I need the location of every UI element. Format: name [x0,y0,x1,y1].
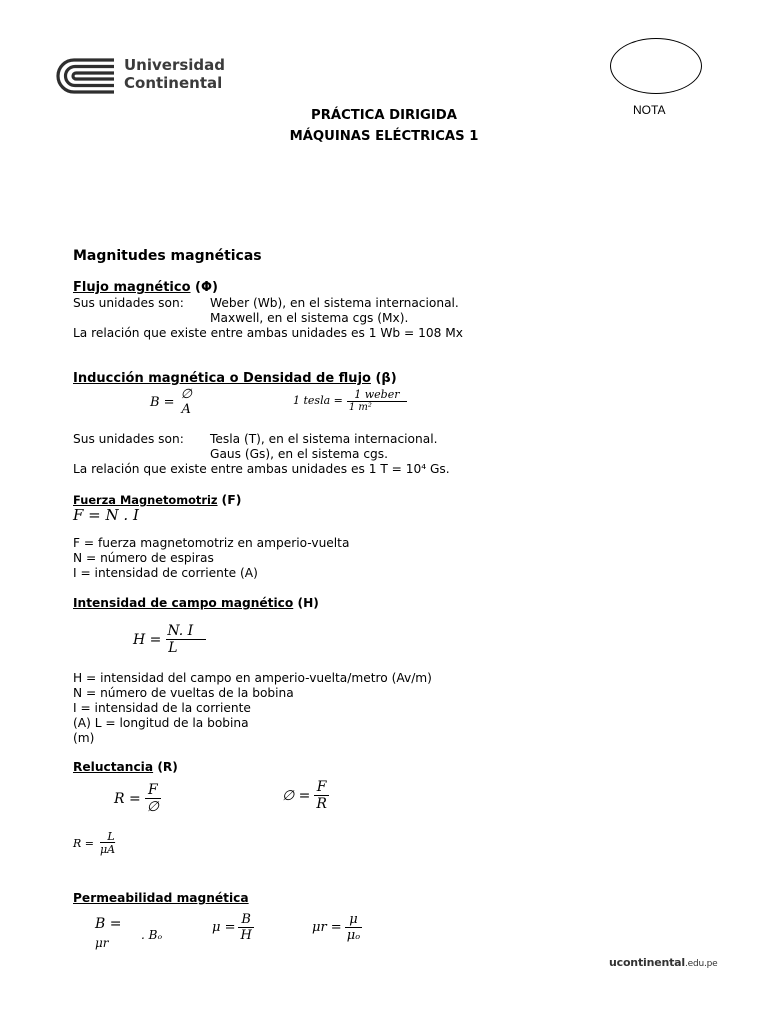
induccion-relation: La relación que existe entre ambas unidades es 1 T = 10⁴ Gs. [73,462,450,476]
permeabilidad-f1-tail: . Bₒ [141,928,163,942]
induccion-f1-den: A [181,402,191,417]
reluctancia-f1-den: ∅ [146,799,159,815]
fuerza-heading [73,492,241,507]
induccion-f2-lhs: 1 tesla = [293,394,343,407]
reluctancia-f3-fraction [98,830,130,856]
permeabilidad-f1-bottom: μr [95,936,109,950]
section-title: Magnitudes magnéticas [73,248,262,264]
reluctancia-heading-text: Reluctancia [73,760,154,774]
induccion-symbol: (β) [375,371,397,386]
induccion-formula-1 [150,387,194,417]
induccion-unit1: Tesla (T), en el sistema internacional. [210,432,438,446]
intensidad-fraction [165,623,207,656]
induccion-formula-2 [293,388,407,413]
reluctancia-heading [73,760,178,774]
induccion-f1-fraction [179,387,194,417]
induccion-f2-num: 1 weber [354,388,400,401]
permeabilidad-f3-num: μ [349,912,358,927]
reluctancia-f1-lhs: R = [114,790,141,807]
reluctancia-formula-2 [282,779,329,812]
flujo-symbol: (Φ) [195,280,218,295]
permeabilidad-f3-fraction [345,912,362,943]
permeabilidad-heading-text: Permeabilidad magnética [73,891,249,905]
grade-ellipse [610,38,702,94]
permeabilidad-f2-lhs: μ = [212,920,236,935]
title-line2: MÁQUINAS ELÉCTRICAS 1 [289,129,479,144]
logo-line2: Continental [124,74,223,92]
flujo-heading [73,280,218,295]
logo-line1: Universidad [124,56,226,74]
intensidad-f-num: N. I [167,623,194,639]
permeabilidad-f1-top: B = [95,916,122,932]
footer-brand-name: ucontinental [609,956,685,969]
induccion-unit2: Gaus (Gs), en el sistema cgs. [210,447,389,461]
reluctancia-f2-num: F [316,779,327,795]
induccion-f1-lhs: B = [150,394,175,410]
induccion-f2-fraction [347,388,407,413]
intensidad-symbol: (H) [297,596,319,610]
induccion-f1-num: ∅ [180,387,192,402]
intensidad-def1: H = intensidad del campo en amperio-vuelta/metro (Av/m) [73,671,432,685]
reluctancia-f3-num: L [107,830,115,843]
permeabilidad-formula-3 [312,912,362,943]
flujo-unit1: Weber (Wb), en el sistema internacional. [210,296,459,310]
intensidad-formula [133,623,207,656]
flujo-units-label: Sus unidades son: [73,296,184,310]
induccion-heading [73,371,397,386]
flujo-unit2: Maxwell, en el sistema cgs (Mx). [210,311,409,325]
reluctancia-f2-den: R [316,796,327,812]
footer-domain: .edu.pe [684,959,718,969]
fuerza-symbol: (F) [221,492,242,507]
intensidad-f-lhs: H = [133,631,162,648]
induccion-heading-text: Inducción magnética o Densidad de flujo [73,371,371,386]
reluctancia-f2-fraction [314,779,329,812]
permeabilidad-heading [73,891,249,905]
fuerza-def1: F = fuerza magnetomotriz en amperio-vuelta [73,536,350,550]
reluctancia-symbol: (R) [157,760,178,774]
flujo-relation: La relación que existe entre ambas unidades es 1 Wb = 108 Mx [73,326,463,340]
reluctancia-f3-den: μA [100,843,116,856]
permeabilidad-f2-num: B [241,912,251,927]
intensidad-heading [73,596,319,610]
footer-brand [609,956,717,969]
reluctancia-f3-lhs: R = [73,836,94,850]
fuerza-def3: I = intensidad de corriente (A) [73,566,258,580]
fuerza-def2: N = número de espiras [73,551,214,565]
flujo-heading-text: Flujo magnético [73,280,191,295]
nota-label: NOTA [633,103,666,117]
permeabilidad-formula-2 [212,912,254,943]
fuerza-heading-text: Fuerza Magnetomotriz [73,493,218,507]
reluctancia-formula-1 [114,782,161,815]
permeabilidad-f2-fraction [238,912,253,943]
permeabilidad-f3-den: μₒ [346,928,361,943]
reluctancia-f2-lhs: ∅ = [282,787,311,804]
intensidad-def2: N = número de vueltas de la bobina [73,686,294,700]
fuerza-formula: F = N . I [73,506,139,524]
intensidad-def3: I = intensidad de la corriente [73,701,251,715]
induccion-f2-den: 1 m² [347,401,407,413]
logo-text [124,56,225,92]
intensidad-def5: (m) [73,731,95,745]
permeabilidad-f2-den: H [240,928,252,943]
intensidad-f-den: L [166,639,206,656]
reluctancia-f1-num: F [147,782,158,798]
reluctancia-f1-fraction [145,782,161,815]
induccion-units-label: Sus unidades son: [73,432,184,446]
intensidad-def4: (A) L = longitud de la bobina [73,716,249,730]
intensidad-heading-text: Intensidad de campo magnético [73,596,294,610]
title-line1: PRÁCTICA DIRIGIDA [311,108,457,123]
reluctancia-formula-3 [73,830,130,856]
permeabilidad-f3-lhs: μr = [312,920,342,935]
